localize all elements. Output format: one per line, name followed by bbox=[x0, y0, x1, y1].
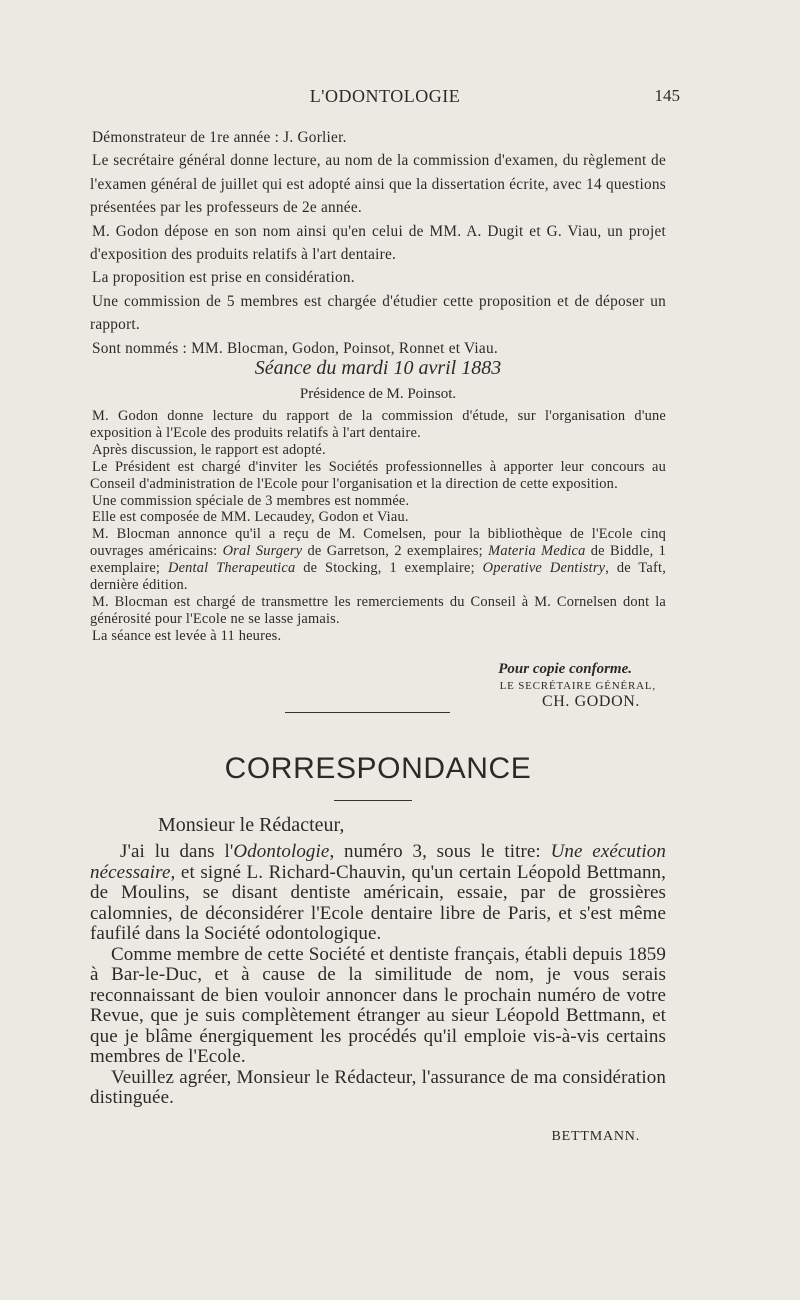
paragraph: M. Godon dépose en son nom ainsi qu'en celui de MM. A. Dugit et G. Viau, un projet d'exposition des produits relatifs à l'art dentaire. bbox=[90, 222, 666, 264]
signatory-name: CH. GODON. bbox=[542, 693, 640, 710]
text-run: , de Taft, dernière édition. bbox=[90, 560, 666, 594]
paragraph: Le Président est chargé d'inviter les Sociétés professionnelles à apporter leur concours au Conseil d'administration de l'Ecole pour l'organisation et la direction de cette exposition. bbox=[90, 458, 666, 492]
letter-paragraph: Veuillez agréer, Monsieur le Rédacteur, l'assurance de ma considération distinguée. bbox=[90, 1066, 666, 1108]
presidence-line: Présidence de M. Poinsot. bbox=[299, 386, 457, 402]
paragraph: Sont nommés : MM. Blocman, Godon, Poinsot, Ronnet et Viau. bbox=[92, 339, 498, 357]
text-run: M. Blocman annonce qu'il a reçu de M. Comelsen, pour la bibliothèque de l'Ecole cinq ouvrages américains: bbox=[90, 526, 666, 560]
page-header bbox=[90, 86, 680, 112]
letter-paragraph bbox=[90, 842, 666, 945]
text-run: J'ai lu dans l' bbox=[120, 841, 234, 862]
paragraph: Après discussion, le rapport est adopté. bbox=[92, 441, 326, 458]
paragraph: Une commission de 5 membres est chargée d'étudier cette proposition et de déposer un rapport. bbox=[90, 292, 666, 334]
text-run: , numéro 3, sous le titre: bbox=[329, 841, 551, 862]
text-run: de Biddle, 1 exemplaire; bbox=[90, 543, 667, 577]
minutes-section-1 bbox=[90, 126, 666, 360]
paragraph: La séance est levée à 11 heures. bbox=[92, 627, 282, 644]
text-run: , et signé L. Richard-Chauvin, qu'un certain Léopold Bettmann, de Moulins, se disant dentiste américain, essaie, par de grossières calomnies, de déconsidérer l'Ecole dentaire libre de Paris, et s'est même faufilé dans la Société odontologique. bbox=[90, 861, 666, 944]
paragraph: Démonstrateur de 1re année : J. Gorlier. bbox=[92, 129, 347, 146]
section-divider bbox=[285, 712, 450, 713]
minutes-section-2 bbox=[90, 408, 666, 645]
text-run: de Garretson, 2 exemplaires; bbox=[302, 543, 489, 560]
paragraph: Le secrétaire général donne lecture, au nom de la commission d'examen, du règlement de l'examen général de juillet qui est adopté ainsi que la dissertation écrite, avec 14 questions présentées par les professeurs de 2e année. bbox=[90, 152, 666, 217]
heading-underline bbox=[334, 800, 412, 801]
paragraph: Elle est composée de MM. Lecaudey, Godon et Viau. bbox=[92, 509, 409, 526]
correspondance-heading: CORRESPONDANCE bbox=[224, 752, 532, 785]
paragraph-donation bbox=[90, 526, 666, 594]
book-title: Materia Medica bbox=[488, 543, 586, 560]
article-title: Une exécution nécessaire bbox=[90, 841, 666, 883]
text-run: de Stocking, 1 exemplaire; bbox=[295, 560, 483, 577]
journal-title: Odontologie bbox=[233, 841, 330, 862]
letter-body bbox=[90, 842, 666, 1109]
paragraph: La proposition est prise en considération. bbox=[92, 269, 355, 287]
running-title: L'ODONTOLOGIE bbox=[309, 86, 461, 106]
letter-salutation: Monsieur le Rédacteur, bbox=[158, 814, 345, 836]
letter-paragraph: Comme membre de cette Société et dentiste français, établi depuis 1859 à Bar-le-Duc, et à cause de la similitude de nom, je vous serais reconnaissant de bien vouloir annoncer dans le prochain numéro de votre Revue, que je suis complètement étranger au sieur Léopold Bettmann, et que je blâme énergiquement les procédés qu'il emploie vis-à-vis certains membres de l'Ecole. bbox=[90, 943, 666, 1067]
letter-signature: BETTMANN. bbox=[551, 1129, 640, 1144]
paragraph: Une commission spéciale de 3 membres est nommée. bbox=[92, 492, 410, 509]
book-title: Oral Surgery bbox=[222, 543, 303, 560]
book-title: Dental Therapeutica bbox=[167, 560, 296, 577]
signatory-role: LE SECRÉTAIRE GÉNÉRAL, bbox=[499, 680, 656, 692]
page-number: 145 bbox=[654, 86, 680, 105]
book-title: Operative Dentistry bbox=[482, 560, 606, 577]
paragraph: M. Godon donne lecture du rapport de la commission d'étude, sur l'organisation d'une exposition à l'Ecole des produits relatifs à l'art dentaire. bbox=[90, 408, 666, 441]
paragraph: M. Blocman est chargé de transmettre les remerciements du Conseil à M. Cornelsen dont la générosité pour l'Ecole ne se lasse jamais. bbox=[90, 593, 666, 627]
seance-heading: Séance du mardi 10 avril 1883 bbox=[254, 357, 502, 379]
copie-conforme: Pour copie conforme. bbox=[498, 661, 632, 677]
